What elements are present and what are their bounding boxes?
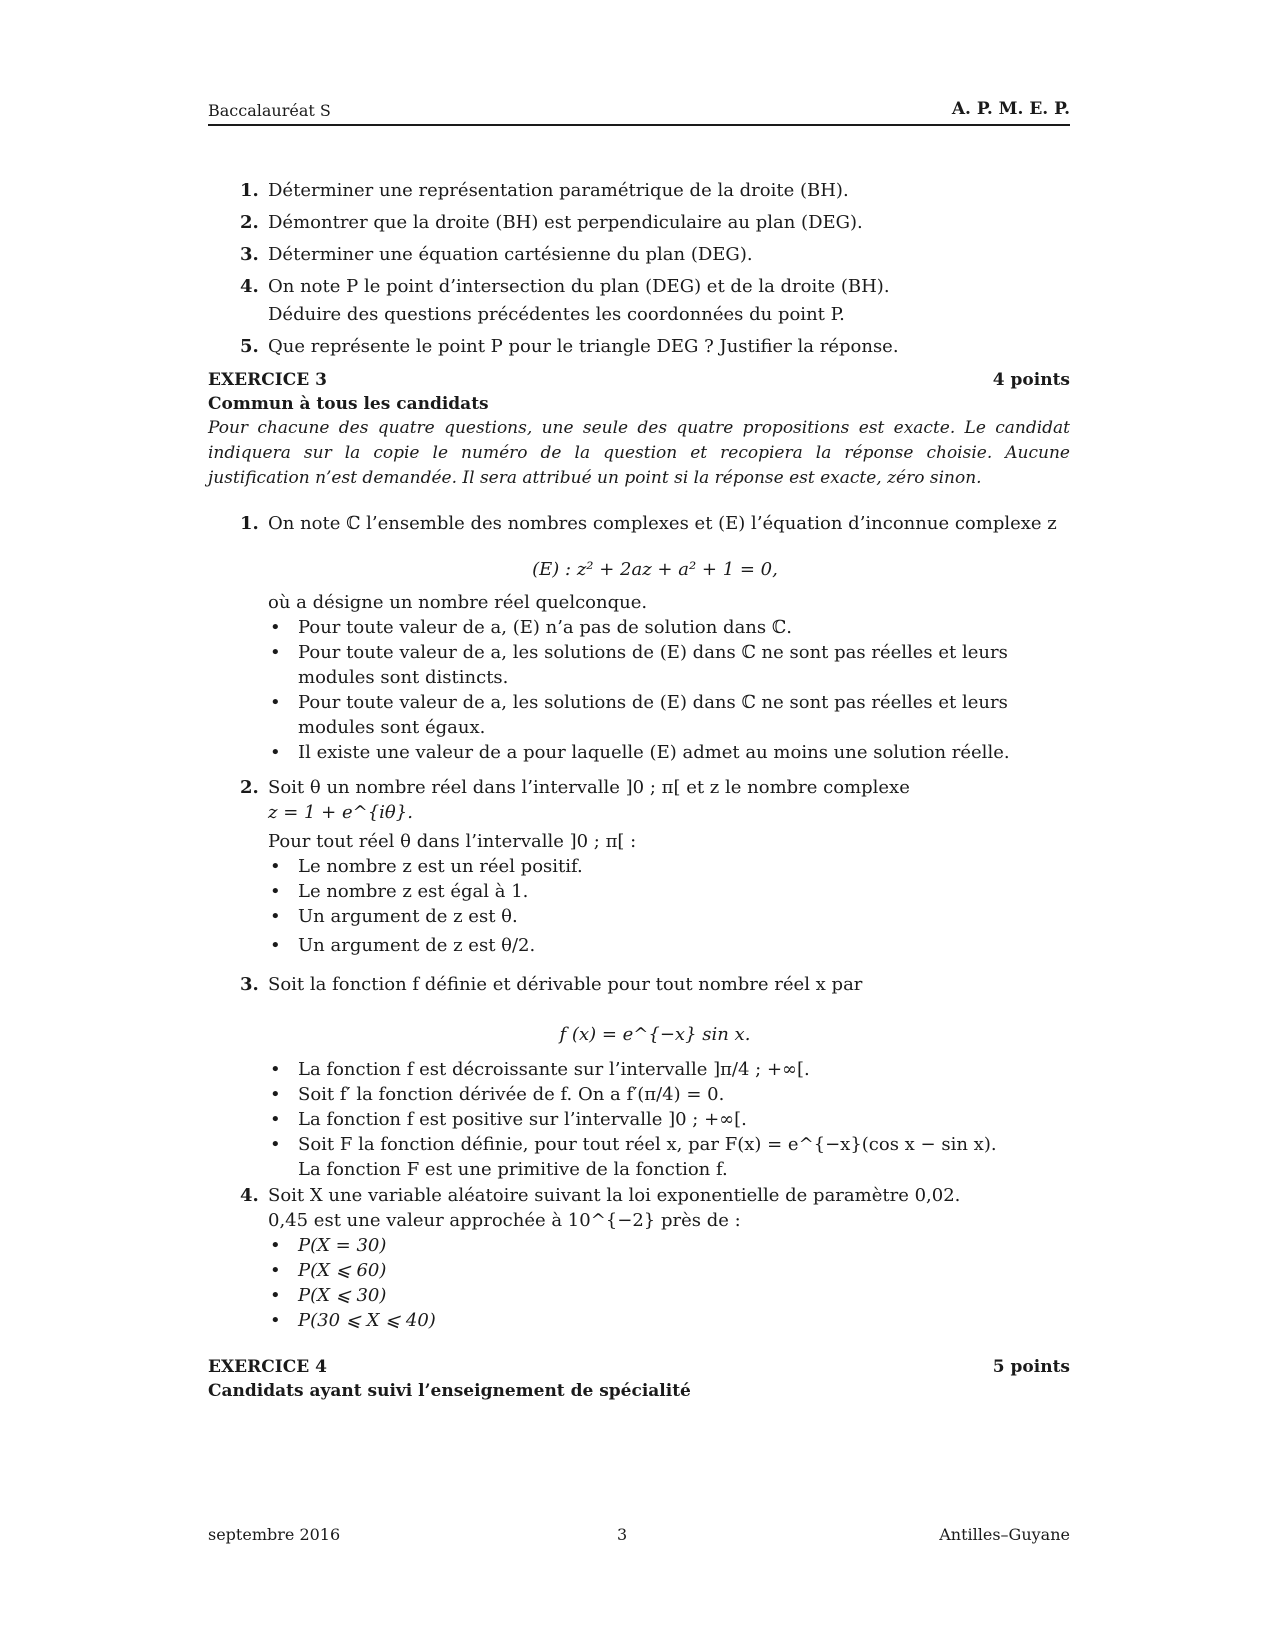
list-item: • Soit F la fonction définie, pour tout réel x, par F(x) = e^{−x}(cos x − sin x). La fonction F est une primitive de la fonction f. <box>240 1132 1070 1182</box>
geometry-question-list <box>240 177 1070 365</box>
list-item: • Le nombre z est un réel positif. <box>240 854 1070 879</box>
list-item: • Pour toute valeur de a, les solutions de (E) dans ℂ ne sont pas réelles et leurs modules sont distincts. <box>240 640 1070 690</box>
list-item: • Pour toute valeur de a, (E) n’a pas de solution dans ℂ. <box>240 615 1070 640</box>
list-item: • P(X ⩽ 30) <box>240 1283 1070 1308</box>
footer-session: Antilles–Guyane <box>939 1525 1070 1544</box>
list-item: 2. Démontrer que la droite (BH) est perpendiculaire au plan (DEG). <box>240 212 863 233</box>
list-item: 3. Déterminer une équation cartésienne du plan (DEG). <box>240 244 753 265</box>
list-item: • Il existe une valeur de a pour laquelle (E) admet au moins une solution réelle. <box>240 740 1070 765</box>
question-3: 3. Soit la fonction f définie et dérivable pour tout nombre réel x par f (x) = e^{−x} sin x. • La fonction f est décroissante sur l’intervalle ]π/4 ; +∞[. • Soit f′ la fonction dérivée de f. On a f′(π/4) = 0. • La fonction f est positive sur l’intervalle ]0 ; +∞[. • Soit F la fonction définie, pour tout réel x, par F(x) = e^{−x}(cos x − sin x). La fonction F est une primitive de la fonction f. <box>240 972 1070 1182</box>
exercise-3-title: EXERCICE 3 <box>208 370 327 390</box>
list-item: • Pour toute valeur de a, les solutions de (E) dans ℂ ne sont pas réelles et leurs modules sont égaux. <box>240 690 1070 740</box>
list-item: 4. On note P le point d’intersection du plan (DEG) et de la droite (BH). Déduire des questions précédentes les coordonnées du point P. <box>240 276 890 325</box>
list-item: • La fonction f est décroissante sur l’intervalle ]π/4 ; +∞[. <box>240 1057 1070 1082</box>
equation-e: (E) : z² + 2az + a² + 1 = 0, <box>532 559 778 580</box>
question-4: 4. Soit X une variable aléatoire suivant la loi exponentielle de paramètre 0,02. 0,45 est une valeur approchée à 10^{−2} près de : • P(X = 30) • P(X ⩽ 60) • P(X ⩽ 30) • P(30 ⩽ X ⩽ 40) <box>240 1183 1070 1333</box>
exercise-4-heading <box>208 1355 1070 1379</box>
running-header-right: A. P. M. E. P. <box>951 99 1070 119</box>
question-2: 2. Soit θ un nombre réel dans l’intervalle ]0 ; π[ et z le nombre complexe z = 1 + e^{iθ}. Pour tout réel θ dans l’intervalle ]0 ; π[ : • Le nombre z est un réel positif. • Le nombre z est égal à 1. • Un argument de z est θ. • Un argument de z est θ/2. <box>240 775 1070 958</box>
header-rule <box>208 124 1070 126</box>
list-item: 5. Que représente le point P pour le triangle DEG ? Justifier la réponse. <box>240 336 899 357</box>
exercise-3-points: 4 points <box>992 370 1070 390</box>
list-item: • Un argument de z est θ/2. <box>240 933 1070 958</box>
list-item: • Soit f′ la fonction dérivée de f. On a f′(π/4) = 0. <box>240 1082 1070 1107</box>
list-item: • Un argument de z est θ. <box>240 904 1070 929</box>
list-item: 1. Déterminer une représentation paramétrique de la droite (BH). <box>240 180 849 201</box>
list-item: • Le nombre z est égal à 1. <box>240 879 1070 904</box>
running-header-left: Baccalauréat S <box>208 101 331 120</box>
question-1: 1. On note ℂ l’ensemble des nombres complexes et (E) l’équation d’inconnue complexe z (E) : z² + 2az + a² + 1 = 0, où a désigne un nombre réel quelconque. • Pour toute valeur de a, (E) n’a pas de solution dans ℂ. • Pour toute valeur de a, les solutions de (E) dans ℂ ne sont pas réelles et leurs modules sont distincts. • Pour toute valeur de a, les solutions de (E) dans ℂ ne sont pas réelles et leurs modules sont égaux. • Il existe une valeur de a pour laquelle (E) admet au moins une solution réelle. <box>240 511 1070 765</box>
exercise-3-subtitle: Commun à tous les candidats <box>208 394 489 414</box>
exercise-4-subtitle: Candidats ayant suivi l’enseignement de spécialité <box>208 1381 691 1401</box>
list-item: • P(30 ⩽ X ⩽ 40) <box>240 1308 1070 1333</box>
exercise-4-title: EXERCICE 4 <box>208 1357 327 1377</box>
exercise-3-heading <box>208 368 1070 392</box>
list-item: • P(X = 30) <box>240 1233 1070 1258</box>
exercise-4-points: 5 points <box>992 1357 1070 1377</box>
footer-date: septembre 2016 <box>208 1525 341 1544</box>
list-item: • La fonction f est positive sur l’intervalle ]0 ; +∞[. <box>240 1107 1070 1132</box>
equation-f: f (x) = e^{−x} sin x. <box>559 1024 751 1045</box>
list-item: • P(X ⩽ 60) <box>240 1258 1070 1283</box>
exercise-3-instructions: Pour chacune des quatre questions, une seule des quatre propositions est exacte. Le candidat indiquera sur la copie le numéro de la question et recopiera la réponse choisie. Aucune justification n’est demandée. Il sera attribué un point si la réponse est exacte, zéro sinon. <box>208 418 1070 488</box>
page-number: 3 <box>617 1525 628 1544</box>
